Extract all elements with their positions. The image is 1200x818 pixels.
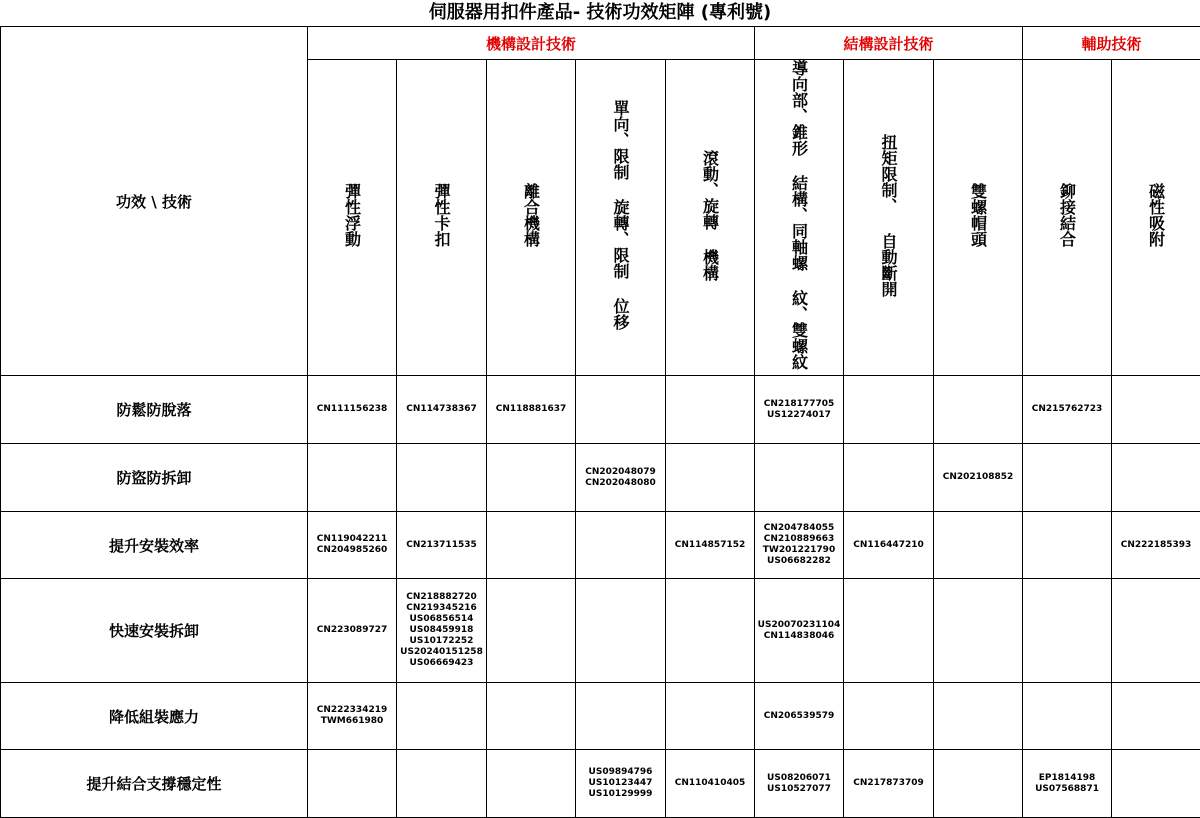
matrix-cell: [397, 750, 487, 818]
table-row: [1, 579, 1200, 683]
tech-label: 滾動、旋轉 機構: [700, 150, 721, 281]
patent-number: US20240151258: [397, 647, 486, 658]
patent-number: US07568871: [1023, 784, 1111, 795]
patent-number: CN219345216: [397, 603, 486, 614]
matrix-cell: [844, 683, 934, 750]
matrix-cell: [934, 683, 1023, 750]
patent-number: US20070231104: [755, 620, 843, 631]
patent-number: CN218177705: [755, 399, 843, 410]
matrix-cell: [1023, 750, 1112, 818]
patent-number: CN210889663: [755, 534, 843, 545]
matrix-cell: [576, 579, 666, 683]
tech-label: 導向部、錐形 結構、同軸螺 紋、雙螺紋: [789, 60, 810, 370]
tech-label: 單向、限制 旋轉、限制 位移: [610, 100, 631, 330]
patent-number: US06856514: [397, 614, 486, 625]
matrix-cell: [397, 444, 487, 512]
tech-effect-matrix: [0, 26, 1200, 818]
tech-label: 扭矩限制、 自動斷開: [878, 134, 899, 297]
matrix-cell: [308, 683, 397, 750]
effect-label: 提升結合支撐穩定性: [1, 750, 308, 818]
group-header-mechanism: 機構設計技術: [308, 27, 755, 60]
effect-label: 防鬆防脫落: [1, 376, 308, 444]
patent-number: US09894796: [576, 767, 665, 778]
corner-header: [1, 27, 308, 376]
patent-number: US08206071: [755, 773, 843, 784]
matrix-cell: [576, 512, 666, 579]
matrix-cell: [1112, 512, 1200, 579]
tech-header-3: [487, 60, 576, 376]
table-row: [1, 444, 1200, 512]
patent-number: US10527077: [755, 784, 843, 795]
tech-header-5: [666, 60, 755, 376]
tech-label: 磁性吸附: [1146, 183, 1167, 247]
matrix-cell: [666, 376, 755, 444]
patent-number: CN110410405: [666, 778, 754, 789]
tech-header-10: [1112, 60, 1200, 376]
matrix-cell: [934, 376, 1023, 444]
matrix-cell: [576, 376, 666, 444]
patent-number: CN114857152: [666, 540, 754, 551]
patent-number: EP1814198: [1023, 773, 1111, 784]
matrix-cell: [1023, 376, 1112, 444]
matrix-cell: [934, 444, 1023, 512]
matrix-cell: [1023, 512, 1112, 579]
matrix-cell: [934, 512, 1023, 579]
patent-number: CN218882720: [397, 592, 486, 603]
patent-number: TWM661980: [308, 716, 396, 727]
matrix-cell: [308, 444, 397, 512]
matrix-cell: [666, 579, 755, 683]
matrix-cell: [934, 579, 1023, 683]
matrix-cell: [487, 750, 576, 818]
matrix-cell: [844, 376, 934, 444]
matrix-cell: [755, 376, 844, 444]
tech-header-9: [1023, 60, 1112, 376]
matrix-cell: [755, 444, 844, 512]
patent-number: CN202108852: [934, 472, 1022, 483]
table-row: [1, 750, 1200, 818]
patent-number: US08459918: [397, 625, 486, 636]
matrix-cell: [308, 376, 397, 444]
table-row: [1, 683, 1200, 750]
matrix-cell: [666, 444, 755, 512]
patent-number: CN204784055: [755, 523, 843, 534]
patent-number: CN217873709: [844, 778, 933, 789]
matrix-cell: [397, 512, 487, 579]
tech-label: 離合機構: [521, 183, 542, 247]
matrix-cell: [1112, 444, 1200, 512]
table-row: [1, 512, 1200, 579]
patent-number: TW201221790: [755, 545, 843, 556]
patent-number: CN114738367: [397, 404, 486, 415]
tech-label: 彈性卡扣: [431, 183, 452, 247]
patent-number: CN206539579: [755, 711, 843, 722]
patent-number: US10123447: [576, 778, 665, 789]
matrix-cell: [576, 683, 666, 750]
tech-header-2: [397, 60, 487, 376]
tech-label: 彈性浮動: [342, 183, 363, 247]
matrix-cell: [755, 750, 844, 818]
matrix-cell: [1112, 683, 1200, 750]
effect-label: 防盜防拆卸: [1, 444, 308, 512]
patent-number: CN111156238: [308, 404, 396, 415]
matrix-cell: [487, 579, 576, 683]
matrix-cell: [1023, 683, 1112, 750]
matrix-cell: [487, 683, 576, 750]
tech-label: 雙螺帽頭: [968, 183, 989, 247]
matrix-cell: [576, 750, 666, 818]
patent-number: CN222334219: [308, 705, 396, 716]
tech-label: 鉚接結合: [1057, 183, 1078, 247]
matrix-cell: [844, 444, 934, 512]
matrix-cell: [666, 750, 755, 818]
matrix-cell: [1112, 579, 1200, 683]
patent-number: US06669423: [397, 658, 486, 669]
effect-label: 快速安裝拆卸: [1, 579, 308, 683]
matrix-cell: [397, 376, 487, 444]
matrix-cell: [1112, 376, 1200, 444]
patent-number: CN213711535: [397, 540, 486, 551]
patent-number: CN222185393: [1112, 540, 1200, 551]
tech-header-8: [934, 60, 1023, 376]
group-header-auxiliary: 輔助技術: [1023, 27, 1200, 60]
tech-header-7: [844, 60, 934, 376]
matrix-cell: [1023, 579, 1112, 683]
matrix-cell: [1112, 750, 1200, 818]
patent-number: CN204985260: [308, 545, 396, 556]
matrix-cell: [308, 512, 397, 579]
matrix-cell: [666, 683, 755, 750]
matrix-cell: [308, 579, 397, 683]
matrix-cell: [844, 512, 934, 579]
matrix-cell: [934, 750, 1023, 818]
patent-number: CN202048080: [576, 478, 665, 489]
matrix-cell: [1023, 444, 1112, 512]
matrix-cell: [755, 683, 844, 750]
patent-number: CN118881637: [487, 404, 575, 415]
effect-label: 降低組裝應力: [1, 683, 308, 750]
matrix-cell: [487, 444, 576, 512]
matrix-cell: [487, 512, 576, 579]
matrix-cell: [308, 750, 397, 818]
patent-number: US10172252: [397, 636, 486, 647]
patent-number: CN223089727: [308, 625, 396, 636]
matrix-cell: [397, 683, 487, 750]
patent-number: CN215762723: [1023, 404, 1111, 415]
patent-number: CN202048079: [576, 467, 665, 478]
patent-number: CN116447210: [844, 540, 933, 551]
patent-number: US12274017: [755, 410, 843, 421]
patent-number: CN114838046: [755, 631, 843, 642]
effect-label: 提升安裝效率: [1, 512, 308, 579]
group-header-structure: 結構設計技術: [755, 27, 1023, 60]
patent-number: US10129999: [576, 789, 665, 800]
matrix-cell: [844, 579, 934, 683]
matrix-cell: [487, 376, 576, 444]
matrix-cell: [576, 444, 666, 512]
patent-number: CN119042211: [308, 534, 396, 545]
matrix-cell: [397, 579, 487, 683]
matrix-title: 伺服器用扣件產品- 技術功效矩陣 (專利號): [0, 0, 1200, 26]
matrix-cell: [666, 512, 755, 579]
tech-header-6: [755, 60, 844, 376]
table-row: [1, 376, 1200, 444]
tech-header-4: [576, 60, 666, 376]
matrix-cell: [755, 512, 844, 579]
matrix-cell: [844, 750, 934, 818]
matrix-cell: [755, 579, 844, 683]
corner-label: 功效 \ 技術: [116, 193, 192, 211]
patent-number: US06682282: [755, 556, 843, 567]
tech-header-1: [308, 60, 397, 376]
